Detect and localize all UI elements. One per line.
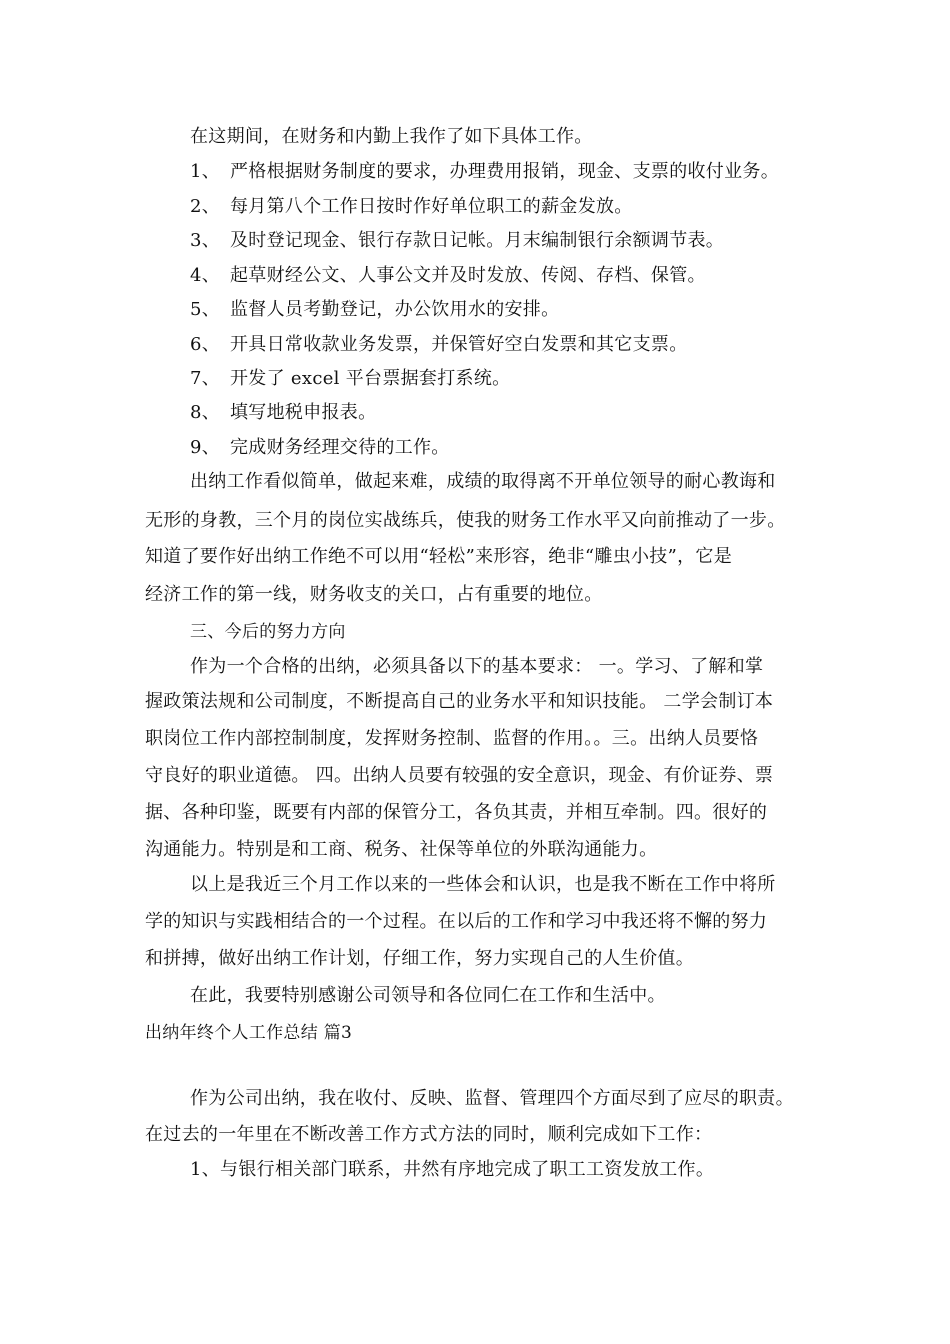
intro-line: 在这期间，在财务和内勤上我作了如下具体工作。 <box>190 126 593 147</box>
task-text: 每月第八个工作日按时作好单位职工的薪金发放。 <box>230 196 633 217</box>
task-number: 9、 <box>190 437 221 458</box>
task-number: 1、 <box>190 161 221 182</box>
paragraph-line: 握政策法规和公司制度，不断提高自己的业务水平和知识技能。 二学会制订本 <box>145 691 774 712</box>
task-number: 8、 <box>190 402 221 423</box>
task-number: 6、 <box>190 334 221 355</box>
paragraph-line: 据、各种印鉴，既要有内部的保管分工，各负其责，并相互牵制。四。很好的 <box>145 802 768 823</box>
thanks-line: 在此，我要特别感谢公司领导和各位同仁在工作和生活中。 <box>190 985 666 1006</box>
task-item <box>190 229 724 253</box>
list-item: 1、与银行相关部门联系，井然有序地完成了职工工资发放工作。 <box>190 1159 715 1180</box>
paragraph-line: 出纳工作看似简单，做起来难，成绩的取得离不开单位领导的耐心教诲和 <box>190 471 776 492</box>
task-item <box>190 367 510 391</box>
task-text: 及时登记现金、银行存款日记帐。月末编制银行余额调节表。 <box>230 230 725 251</box>
task-text: 开发了 excel 平台票据套打系统。 <box>230 368 511 389</box>
paragraph-line: 经济工作的第一线，财务收支的关口，占有重要的地位。 <box>145 584 603 605</box>
task-item <box>190 264 706 288</box>
task-item <box>190 333 688 357</box>
task-text: 开具日常收款业务发票，并保管好空白发票和其它支票。 <box>230 334 688 355</box>
task-number: 5、 <box>190 299 221 320</box>
task-text: 严格根据财务制度的要求，办理费用报销，现金、支票的收付业务。 <box>230 161 779 182</box>
task-item <box>190 195 633 219</box>
task-item <box>190 160 779 184</box>
paragraph-line: 学的知识与实践相结合的一个过程。在以后的工作和学习中我还将不懈的努力 <box>145 911 768 932</box>
task-number: 2、 <box>190 196 221 217</box>
task-item <box>190 298 559 322</box>
task-item <box>190 401 376 425</box>
paragraph-line: 以上是我近三个月工作以来的一些体会和认识，也是我不断在工作中将所 <box>190 874 776 895</box>
paragraph-line: 沟通能力。特别是和工商、税务、社保等单位的外联沟通能力。 <box>145 839 658 860</box>
paragraph-line: 和拼搏，做好出纳工作计划，仔细工作，努力实现自己的人生价值。 <box>145 948 694 969</box>
task-number: 3、 <box>190 230 221 251</box>
section-heading: 三、今后的努力方向 <box>190 622 346 642</box>
paragraph-line: 守良好的职业道德。 四。出纳人员要有较强的安全意识，现金、有价证券、票 <box>145 765 774 786</box>
paragraph-line: 无形的身教，三个月的岗位实战练兵，使我的财务工作水平又向前推动了一步。 <box>145 510 786 531</box>
task-text: 监督人员考勤登记，办公饮用水的安排。 <box>230 299 560 320</box>
paragraph-line: 在过去的一年里在不断改善工作方式方法的同时，顺利完成如下工作： <box>145 1124 713 1145</box>
task-text: 填写地税申报表。 <box>230 402 377 423</box>
task-text: 完成财务经理交待的工作。 <box>230 437 450 458</box>
paragraph-line: 作为公司出纳，我在收付、反映、监督、管理四个方面尽到了应尽的职责。 <box>190 1088 794 1109</box>
paragraph-line: 知道了要作好出纳工作绝不可以用“轻松”来形容，绝非“雕虫小技”，它是 <box>145 546 733 567</box>
paragraph-line: 作为一个合格的出纳，必须具备以下的基本要求： 一。学习、了解和掌 <box>190 656 764 677</box>
task-number: 7、 <box>190 368 221 389</box>
task-text: 起草财经公文、人事公文并及时发放、传阅、存档、保管。 <box>230 265 706 286</box>
article-title: 出纳年终个人工作总结 篇3 <box>145 1023 353 1043</box>
task-number: 4、 <box>190 265 221 286</box>
paragraph-line: 职岗位工作内部控制制度，发挥财务控制、监督的作用。。三。出纳人员要恪 <box>145 728 759 749</box>
task-item <box>190 436 450 460</box>
